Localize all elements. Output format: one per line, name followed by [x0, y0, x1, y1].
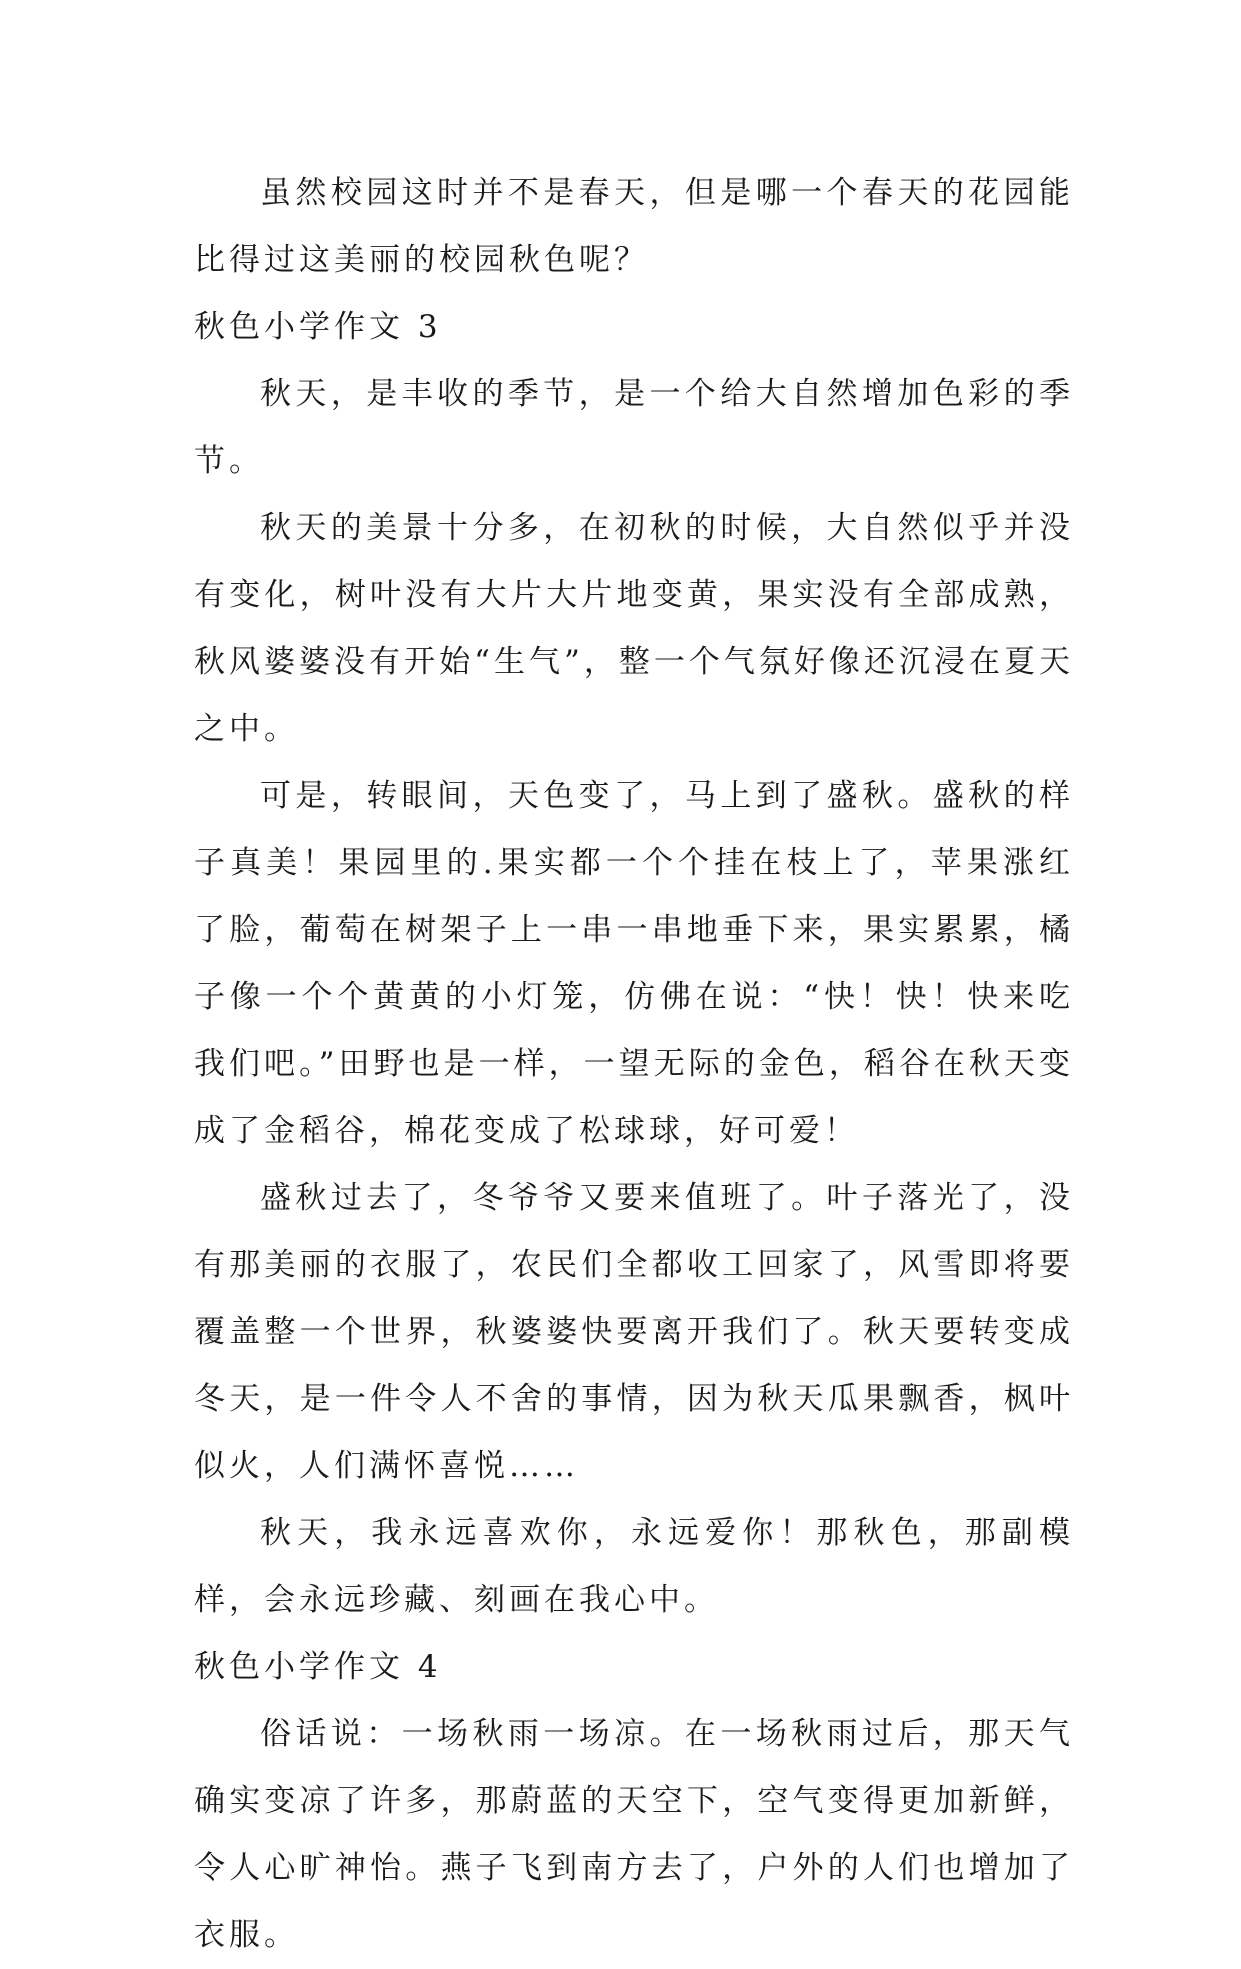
section-heading: 秋色小学作文 4	[194, 1649, 442, 1685]
document-page	[194, 160, 1074, 1969]
paragraph: 俗话说：一场秋雨一场凉。在一场秋雨过后，那天气确实变凉了许多，那蔚蓝的天空下，空气变得更加新鲜，令人心旷神怡。燕子飞到南方去了，户外的人们也增加了衣服。	[194, 1716, 1074, 1953]
paragraph: 可是，转眼间，天色变了，马上到了盛秋。盛秋的样子真美！果园里的.果实都一个个挂在枝上了，苹果涨红了脸，葡萄在树架子上一串一串地垂下来，果实累累，橘子像一个个黄黄的小灯笼，仿佛在说：“快！快！快来吃我们吧。”田野也是一样，一望无际的金色，稻谷在秋天变成了金稻谷，棉花变成了松球球，好可爱！	[194, 778, 1074, 1149]
paragraph: 盛秋过去了，冬爷爷又要来值班了。叶子落光了，没有那美丽的衣服了，农民们全都收工回家了，风雪即将要覆盖整一个世界，秋婆婆快要离开我们了。秋天要转变成冬天，是一件令人不舍的事情，因为秋天瓜果飘香，枫叶似火，人们满怀喜悦……	[194, 1180, 1074, 1484]
paragraph: 虽然校园这时并不是春天，但是哪一个春天的花园能比得过这美丽的校园秋色呢？	[194, 175, 1074, 278]
paragraph: 秋天，我永远喜欢你，永远爱你！那秋色，那副模样，会永远珍藏、刻画在我心中。	[194, 1515, 1074, 1618]
paragraph: 秋天，是丰收的季节，是一个给大自然增加色彩的季节。	[194, 376, 1074, 479]
section-heading: 秋色小学作文 3	[194, 309, 442, 345]
paragraph: 秋天的美景十分多，在初秋的时候，大自然似乎并没有变化，树叶没有大片大片地变黄，果实没有全部成熟，秋风婆婆没有开始“生气”，整一个气氛好像还沉浸在夏天之中。	[194, 510, 1074, 747]
